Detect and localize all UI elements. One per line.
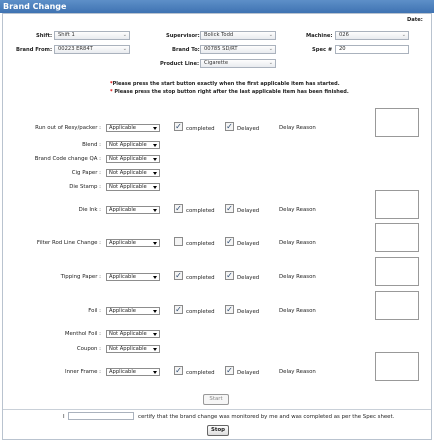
brand-from-select[interactable] [54, 45, 130, 54]
completed-label: completed [186, 241, 215, 247]
item-label: Inner Frame : [65, 369, 101, 375]
date-label: Date: [407, 17, 423, 23]
spec-label: Spec # [312, 47, 333, 53]
item-select[interactable] [106, 169, 160, 177]
chevron-down-icon: ⌄ [122, 32, 127, 38]
delay-reason-label: Delay Reason [279, 369, 316, 375]
item-label: Coupon : [76, 346, 101, 352]
completed-checkbox[interactable] [174, 237, 183, 246]
supervisor-select[interactable] [200, 31, 276, 40]
dropdown-arrow-icon [153, 158, 157, 161]
item-select[interactable] [106, 273, 160, 281]
instruction-stop [110, 89, 349, 95]
item-select[interactable] [106, 155, 160, 163]
delay-reason-label: Delay Reason [279, 308, 316, 314]
product-line-value: Cigarette [204, 60, 229, 66]
required-star-icon: * [110, 89, 115, 95]
item-select[interactable] [106, 307, 160, 315]
dropdown-arrow-icon [153, 127, 157, 130]
item-select-value: Applicable [109, 308, 136, 314]
item-select-value: Applicable [109, 125, 136, 131]
shift-select[interactable] [54, 31, 130, 40]
brand-to-label: Brand To: [172, 47, 200, 53]
item-label: Blend : [82, 142, 101, 148]
item-label: Run out of Resy/packer : [35, 125, 101, 131]
form-frame [2, 13, 432, 440]
item-select[interactable] [106, 183, 160, 191]
item-select[interactable] [106, 124, 160, 132]
item-label: Brand Code change QA : [34, 156, 101, 162]
delayed-label: Delayed [237, 370, 260, 376]
item-select[interactable] [106, 368, 160, 376]
spec-input[interactable]: 20 [335, 45, 409, 54]
delayed-label: Delayed [237, 126, 260, 132]
completed-label: completed [186, 309, 215, 315]
dropdown-arrow-icon [153, 310, 157, 313]
item-label: Cig Paper : [71, 170, 101, 176]
item-select-value: Applicable [109, 207, 136, 213]
dropdown-arrow-icon [153, 209, 157, 212]
completed-label: completed [186, 126, 215, 132]
supervisor-label: Supervisor: [166, 33, 200, 39]
delayed-label: Delayed [237, 241, 260, 247]
item-select-value: Not Applicable [109, 142, 147, 148]
instruction-start-text: Please press the start button exactly when the first applicable item has started. [112, 81, 340, 87]
delayed-checkbox[interactable]: ✓ [226, 237, 233, 246]
item-select-value: Not Applicable [109, 331, 147, 337]
shift-label: Shift: [36, 33, 53, 39]
completed-checkbox[interactable]: ✓ [175, 204, 182, 213]
item-label: Die Stamp : [69, 184, 101, 190]
item-select[interactable] [106, 206, 160, 214]
delay-reason-textarea[interactable] [375, 291, 419, 320]
item-select-value: Applicable [109, 369, 136, 375]
machine-label: Machine: [306, 33, 333, 39]
item-select-value: Applicable [109, 274, 136, 280]
item-label: Filter Rod Line Change : [36, 240, 101, 246]
chevron-down-icon: ⌄ [401, 32, 406, 38]
delay-reason-textarea[interactable] [375, 190, 419, 219]
item-select-value: Applicable [109, 240, 136, 246]
supervisor-value: Bolick Todd [204, 32, 234, 38]
delayed-label: Delayed [237, 275, 260, 281]
delayed-checkbox[interactable]: ✓ [226, 305, 233, 314]
completed-label: completed [186, 208, 215, 214]
certify-name-input[interactable] [68, 412, 134, 420]
delay-reason-label: Delay Reason [279, 240, 316, 246]
delayed-checkbox[interactable]: ✓ [226, 122, 233, 131]
completed-label: completed [186, 275, 215, 281]
dropdown-arrow-icon [153, 276, 157, 279]
completed-checkbox[interactable]: ✓ [175, 366, 182, 375]
item-select[interactable] [106, 345, 160, 353]
dropdown-arrow-icon [153, 186, 157, 189]
chevron-down-icon: ⌄ [268, 46, 273, 52]
product-line-select[interactable] [200, 59, 276, 68]
dropdown-arrow-icon [153, 333, 157, 336]
chevron-down-icon: ⌄ [268, 60, 273, 66]
item-select-value: Not Applicable [109, 346, 147, 352]
item-select-value: Not Applicable [109, 184, 147, 190]
brand-from-label: Brand From: [16, 47, 53, 53]
chevron-down-icon: ⌄ [122, 46, 127, 52]
delay-reason-textarea[interactable] [375, 223, 419, 252]
item-select[interactable] [106, 141, 160, 149]
delay-reason-label: Delay Reason [279, 125, 316, 131]
delayed-label: Delayed [237, 208, 260, 214]
delay-reason-label: Delay Reason [279, 274, 316, 280]
required-star-icon: * [110, 81, 113, 87]
dropdown-arrow-icon [153, 144, 157, 147]
item-label: Foil : [88, 308, 101, 314]
item-label: Die Ink : [78, 207, 101, 213]
brand-to-value: 00785 SD/RT [204, 46, 238, 52]
delayed-checkbox[interactable]: ✓ [226, 366, 233, 375]
delay-reason-textarea[interactable] [375, 352, 419, 381]
stop-button[interactable]: Stop [207, 425, 229, 436]
window-title: Brand Change [0, 0, 434, 13]
brand-from-value: 00223 ER84T [58, 46, 93, 52]
completed-checkbox[interactable]: ✓ [175, 271, 182, 280]
delay-reason-textarea[interactable] [375, 257, 419, 286]
item-select[interactable] [106, 330, 160, 338]
start-button[interactable]: Start [203, 394, 229, 405]
product-line-label: Product Line: [160, 61, 200, 67]
brand-to-select[interactable] [200, 45, 276, 54]
delayed-checkbox[interactable]: ✓ [226, 204, 233, 213]
instruction-stop-text: Please press the stop button right after the last applicable item has been finished. [114, 89, 349, 95]
dropdown-arrow-icon [153, 371, 157, 374]
machine-value: 026 [339, 32, 349, 38]
item-select[interactable] [106, 239, 160, 247]
certify-prefix: I [63, 414, 65, 420]
item-select-value: Not Applicable [109, 156, 147, 162]
certify-text: certify that the brand change was monitored by me and was completed as per the Spec sheet. [138, 414, 395, 420]
completed-checkbox[interactable]: ✓ [175, 305, 182, 314]
item-label: Tipping Paper : [60, 274, 101, 280]
completed-label: completed [186, 370, 215, 376]
item-label: Menthol Foil : [64, 331, 101, 337]
instruction-start [110, 81, 340, 87]
dropdown-arrow-icon [153, 348, 157, 351]
delayed-label: Delayed [237, 309, 260, 315]
delayed-checkbox[interactable]: ✓ [226, 271, 233, 280]
chevron-down-icon: ⌄ [268, 32, 273, 38]
dropdown-arrow-icon [153, 242, 157, 245]
completed-checkbox[interactable]: ✓ [175, 122, 182, 131]
delay-reason-label: Delay Reason [279, 207, 316, 213]
divider [3, 409, 431, 410]
delay-reason-textarea[interactable] [375, 108, 419, 137]
dropdown-arrow-icon [153, 172, 157, 175]
shift-value: Shift 1 [58, 32, 75, 38]
machine-select[interactable] [335, 31, 409, 40]
item-select-value: Not Applicable [109, 170, 147, 176]
